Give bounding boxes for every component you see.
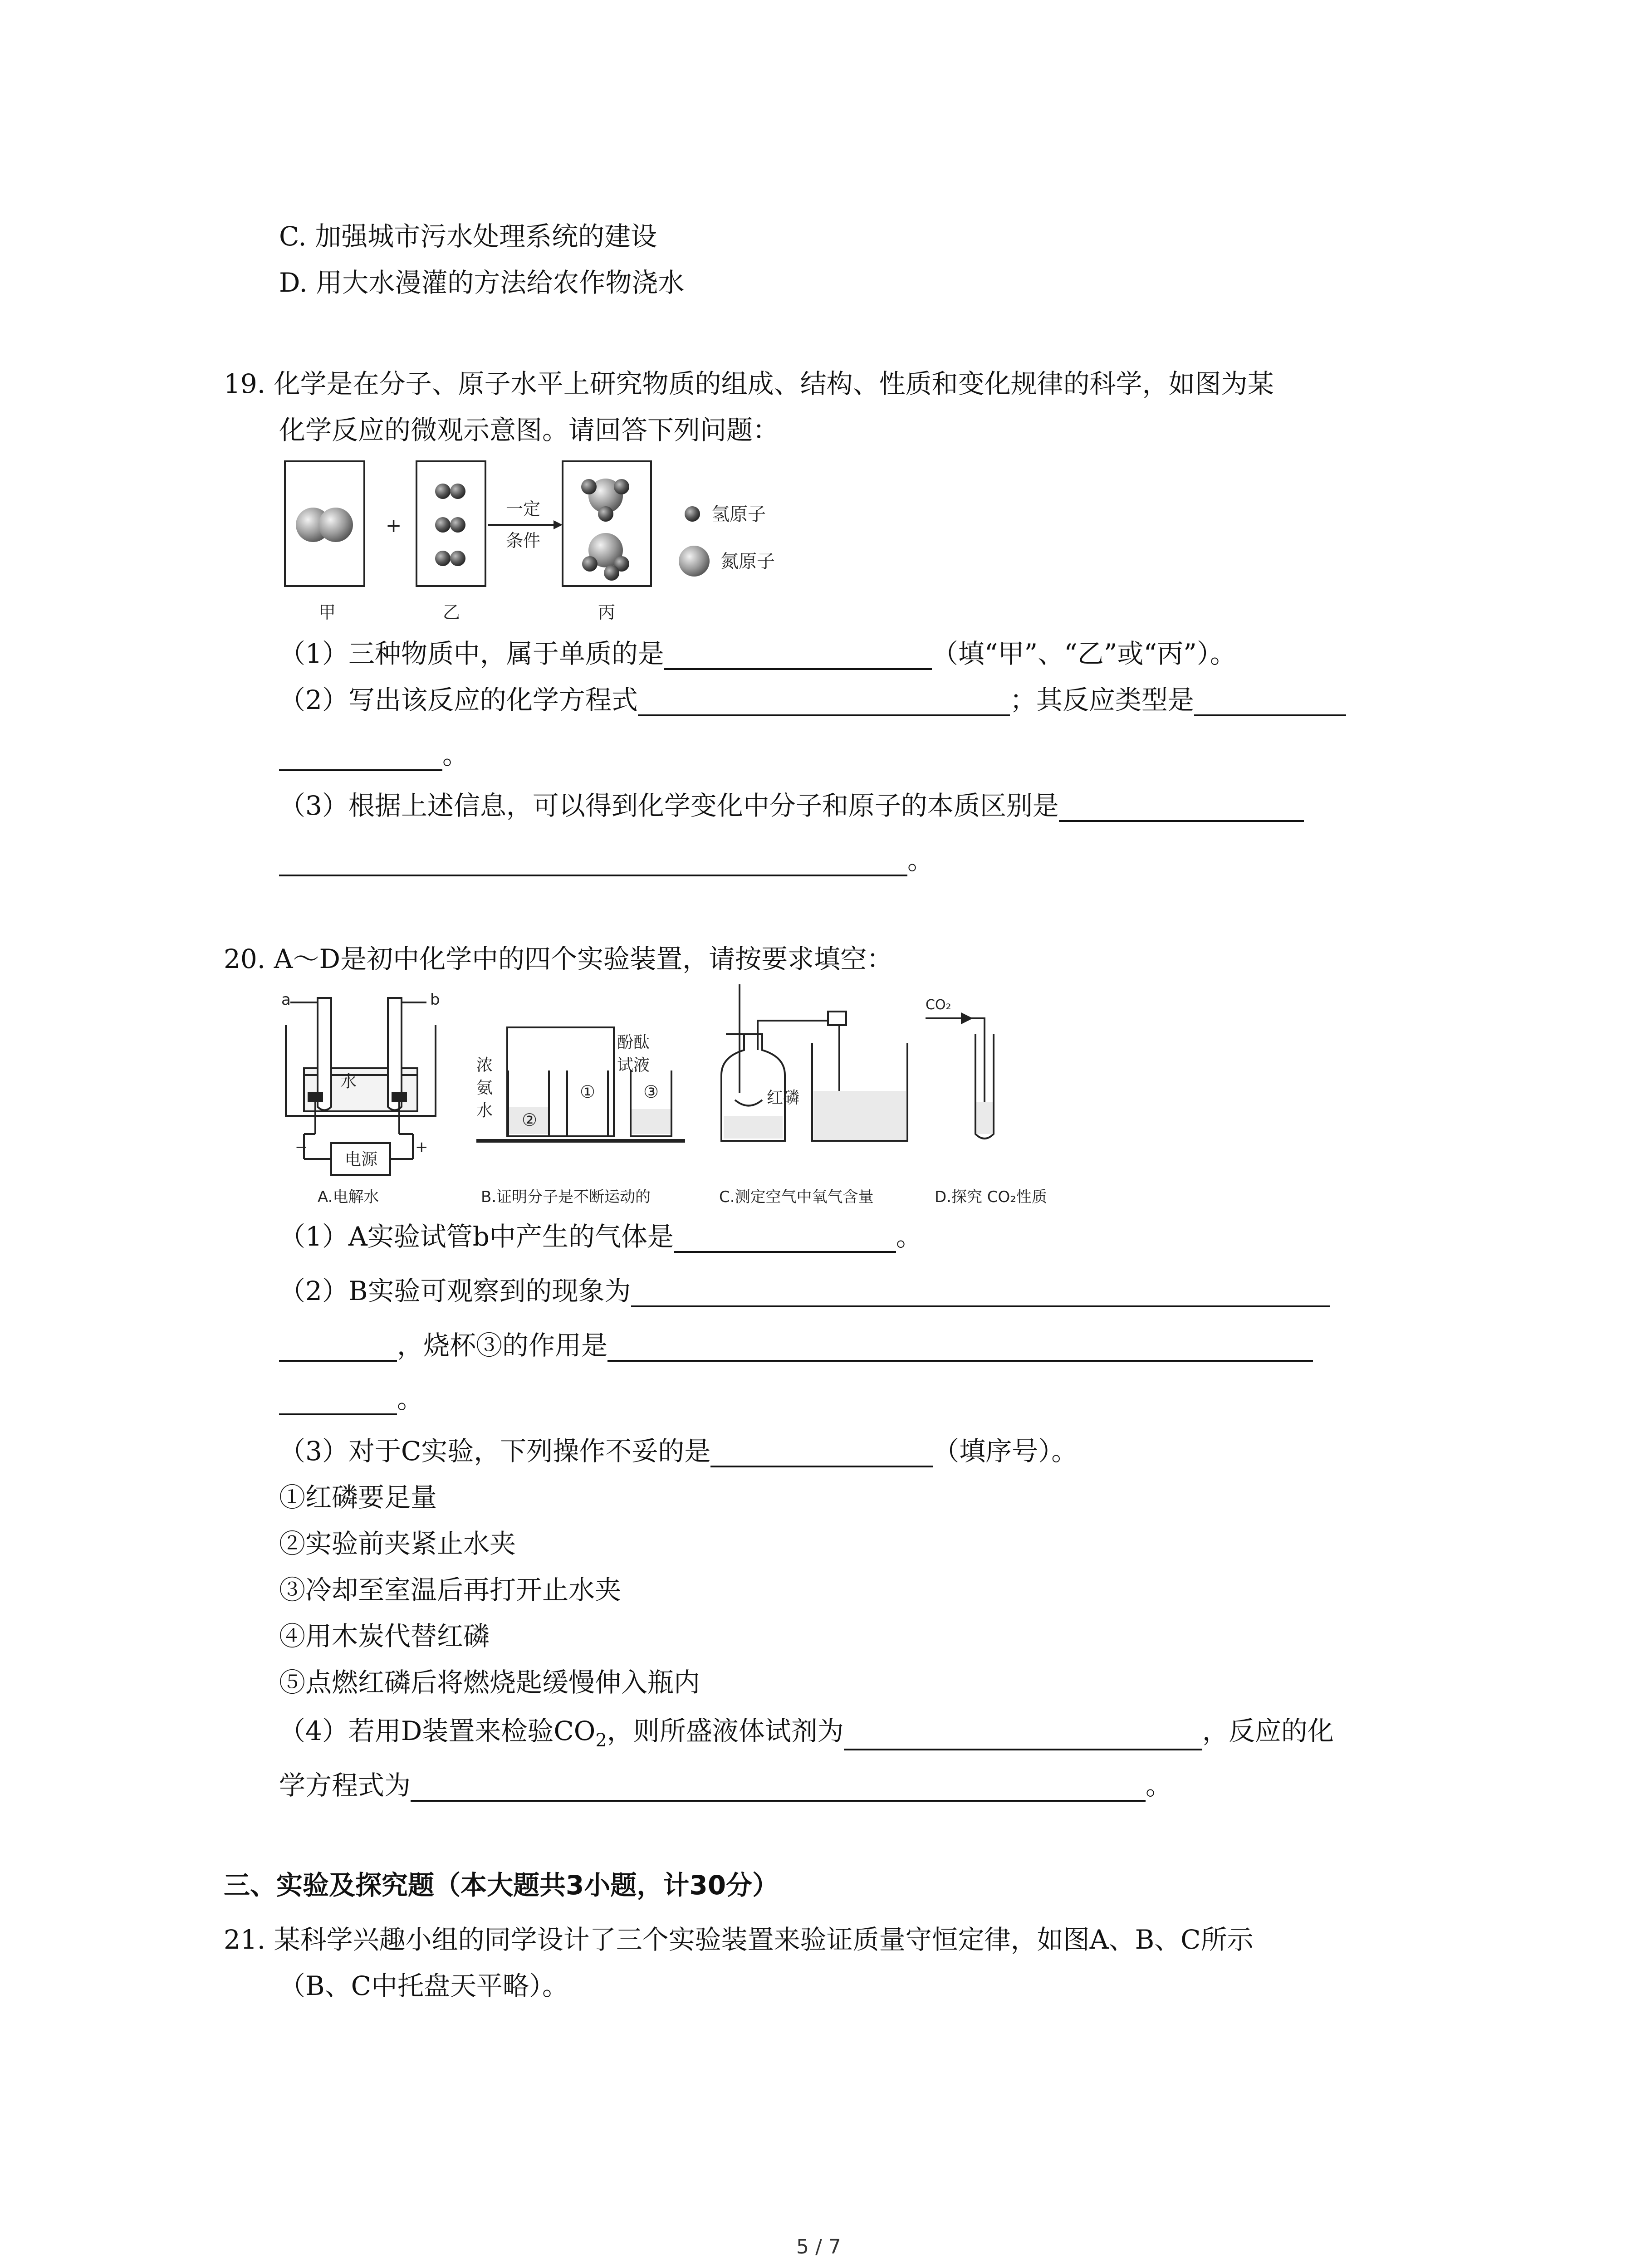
answer-blank-q19-2b[interactable] bbox=[1194, 687, 1346, 716]
label-ammonia-1: 浓 bbox=[476, 1056, 493, 1075]
q19-part2: （2）写出该反应的化学方程式 ；其反应类型是 bbox=[279, 684, 1346, 716]
label-minus: − bbox=[295, 1138, 308, 1156]
q19-part1: （1）三种物质中，属于单质的是 （填“甲”、“乙”或“丙”）。 bbox=[279, 638, 1236, 669]
q21-stem-line1: 21. 某科学兴趣小组的同学设计了三个实验装置来验证质量守恒定律，如图A、B、C所示 bbox=[224, 1924, 1254, 1955]
caption-b: B.证明分子是不断运动的 bbox=[481, 1188, 651, 1206]
answer-blank-q19-2a[interactable] bbox=[638, 687, 1010, 716]
q20-option-4: ④用木炭代替红磷 bbox=[279, 1621, 490, 1652]
answer-blank-q19-1[interactable] bbox=[664, 641, 932, 670]
q20-option-2: ②实验前夹紧止水夹 bbox=[279, 1528, 516, 1559]
legend-h-label: 氢原子 bbox=[711, 504, 766, 525]
caption-yi: 乙 bbox=[443, 602, 460, 622]
q20-option-1: ①红磷要足量 bbox=[279, 1482, 437, 1513]
q20-part4: （4）若用D装置来检验$CO_2$，则所盛液体试剂为 ，反应的化 bbox=[279, 1716, 1334, 1751]
q20-option-5: ⑤点燃红磷后将燃烧匙缓慢伸入瓶内 bbox=[279, 1667, 700, 1698]
answer-blank-q20-1[interactable] bbox=[674, 1224, 896, 1253]
label-plus: + bbox=[415, 1138, 428, 1156]
answer-blank-q19-3a[interactable] bbox=[1059, 793, 1304, 822]
q19-stem-line2: 化学反应的微观示意图。请回答下列问题： bbox=[279, 415, 779, 445]
legend-n-label: 氮原子 bbox=[720, 551, 775, 572]
label-water: 水 bbox=[340, 1072, 357, 1091]
label-ammonia-3: 水 bbox=[476, 1101, 493, 1120]
q19-stem-line1: 19. 化学是在分子、原子水平上研究物质的组成、结构、性质和变化规律的科学，如图为某 bbox=[224, 368, 1274, 399]
caption-bing: 丙 bbox=[598, 602, 616, 622]
q20-part3: （3）对于C实验，下列操作不妥的是 （填序号）。 bbox=[279, 1436, 1078, 1466]
q20-stem: 20. A～D是初中化学中的四个实验装置，请按要求填空： bbox=[224, 943, 893, 974]
caption-d: D.探究 CO₂性质 bbox=[935, 1188, 1047, 1206]
label-beaker-1: ① bbox=[580, 1082, 596, 1102]
q20-part2: （2）B实验可观察到的现象为 bbox=[279, 1275, 1330, 1307]
answer-blank-q19-2c[interactable] bbox=[279, 742, 442, 771]
q18-option-d: D. 用大水漫灌的方法给农作物浇水 bbox=[279, 267, 685, 298]
label-co2: CO₂ bbox=[926, 997, 951, 1013]
answer-blank-q20-3[interactable] bbox=[710, 1438, 933, 1467]
label-beaker-2: ② bbox=[522, 1110, 538, 1130]
plus-sign: + bbox=[386, 514, 402, 537]
legend-n-atom bbox=[679, 546, 710, 577]
q19-part3: （3）根据上述信息，可以得到化学变化中分子和原子的本质区别是 bbox=[279, 789, 1304, 822]
h2-molecule bbox=[435, 484, 451, 499]
label-power: 电源 bbox=[345, 1150, 378, 1169]
legend-h-atom bbox=[685, 506, 700, 522]
answer-blank-q20-2d[interactable] bbox=[279, 1386, 397, 1415]
q20-apparatus-figure bbox=[277, 984, 1107, 1211]
label-b: b bbox=[430, 991, 440, 1009]
q20-option-3: ③冷却至室温后再打开止水夹 bbox=[279, 1574, 622, 1605]
page-number: 5 / 7 bbox=[796, 2235, 841, 2258]
caption-a: A.电解水 bbox=[318, 1188, 379, 1206]
q20-part2-end: 。 bbox=[279, 1383, 423, 1415]
label-a: a bbox=[281, 991, 291, 1009]
label-red-phosphorus: 红磷 bbox=[767, 1089, 800, 1107]
q19-reaction-diagram bbox=[277, 456, 812, 633]
answer-blank-q20-2a[interactable] bbox=[631, 1278, 1330, 1307]
section-3-title: 三、实验及探究题（本大题共3小题，计30分） bbox=[224, 1870, 779, 1901]
answer-blank-q20-4b[interactable] bbox=[411, 1773, 1146, 1802]
answer-blank-q20-2c[interactable] bbox=[607, 1333, 1313, 1362]
q20-part1: （1）A实验试管b中产生的气体是 。 bbox=[279, 1221, 922, 1252]
arrow-label-top: 一定 bbox=[506, 499, 541, 519]
caption-c: C.测定空气中氧气含量 bbox=[719, 1188, 874, 1206]
q19-part3-cont: 。 bbox=[279, 844, 934, 876]
apparatus-c-oxygen-content bbox=[721, 984, 907, 1141]
caption-jia: 甲 bbox=[318, 602, 336, 622]
q18-option-c: C. 加强城市污水处理系统的建设 bbox=[279, 221, 657, 252]
label-beaker-3: ③ bbox=[643, 1082, 659, 1102]
q20-part2-cont: ，烧杯③的作用是 bbox=[279, 1329, 1313, 1362]
q19-part2-cont: 。 bbox=[279, 738, 469, 771]
label-phenol-2: 试液 bbox=[617, 1056, 650, 1075]
label-ammonia-2: 氨 bbox=[476, 1079, 493, 1097]
answer-blank-q20-2b[interactable] bbox=[279, 1333, 397, 1362]
q21-stem-line2: （B、C中托盘天平略）。 bbox=[279, 1970, 569, 2001]
label-phenol-1: 酚酞 bbox=[617, 1033, 650, 1052]
answer-blank-q20-4a[interactable] bbox=[844, 1721, 1202, 1750]
apparatus-d-co2 bbox=[926, 1014, 994, 1139]
q20-part4-cont: 学方程式为 。 bbox=[279, 1770, 1172, 1801]
apparatus-a-electrolysis bbox=[286, 998, 436, 1175]
arrow-label-bottom: 条件 bbox=[506, 531, 541, 551]
answer-blank-q19-3b[interactable] bbox=[279, 847, 907, 876]
